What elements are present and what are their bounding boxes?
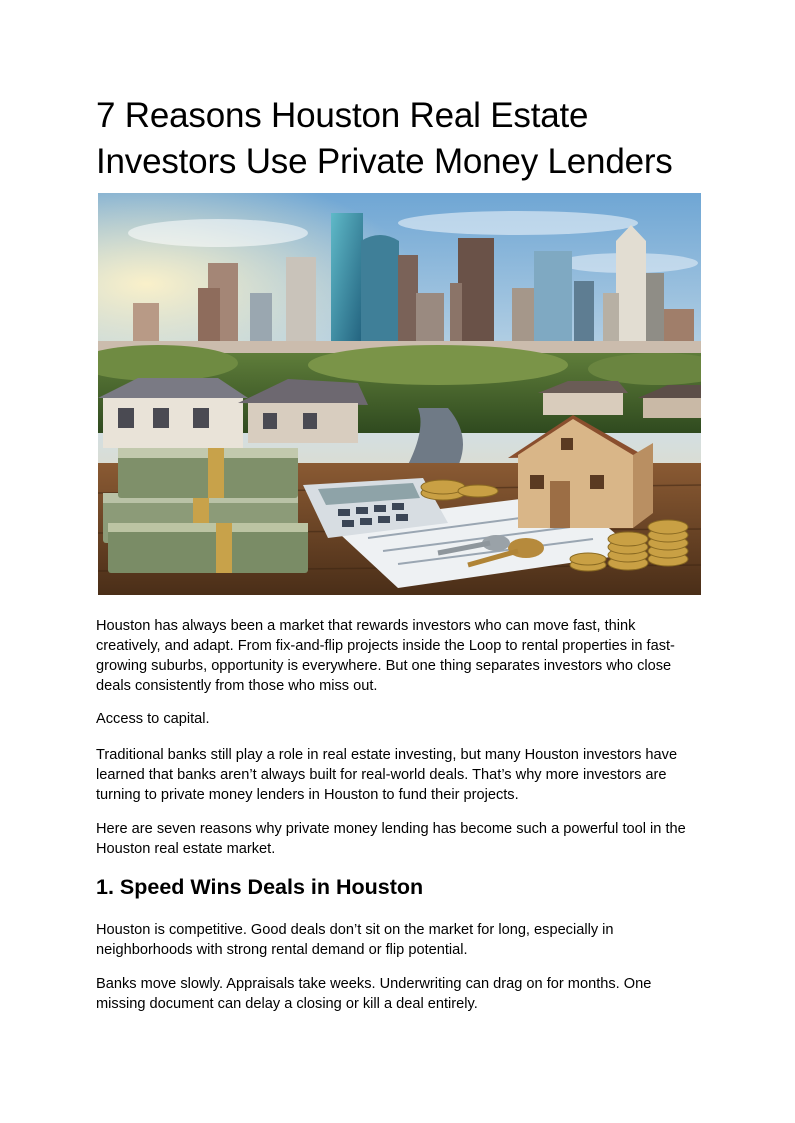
article-title: 7 Reasons Houston Real Estate Investors Use Private Money Lenders [96, 96, 673, 181]
access-paragraph: Access to capital. [96, 711, 210, 727]
intro-paragraph: Houston has always been a market that rewards investors who can move fast, think creatively, and adapt. From fix-and-flip projects inside the Loop to rental properties in fast-growing suburbs, opportunity is everywhere. But one thing separates investors who close deals consistently from those who miss out. [96, 618, 675, 694]
competitive-paragraph: Houston is competitive. Good deals don’t sit on the market for long, especially in neighborhoods with strong rental demand or flip potential. [96, 922, 614, 958]
reasons-paragraph: Here are seven reasons why private money lending has become such a powerful tool in the Houston real estate market. [96, 821, 686, 857]
hero-image [98, 193, 701, 595]
section-heading: 1. Speed Wins Deals in Houston [96, 875, 424, 899]
banks-paragraph: Traditional banks still play a role in real estate investing, but many Houston investors have learned that banks aren’t always built for real-world deals. That’s why more investors are turning to private money lenders in Houston to fund their projects. [96, 747, 678, 803]
banks-slow-paragraph: Banks move slowly. Appraisals take weeks. Underwriting can drag on for months. One missing document can delay a closing or kill a deal entirely. [96, 976, 652, 1012]
